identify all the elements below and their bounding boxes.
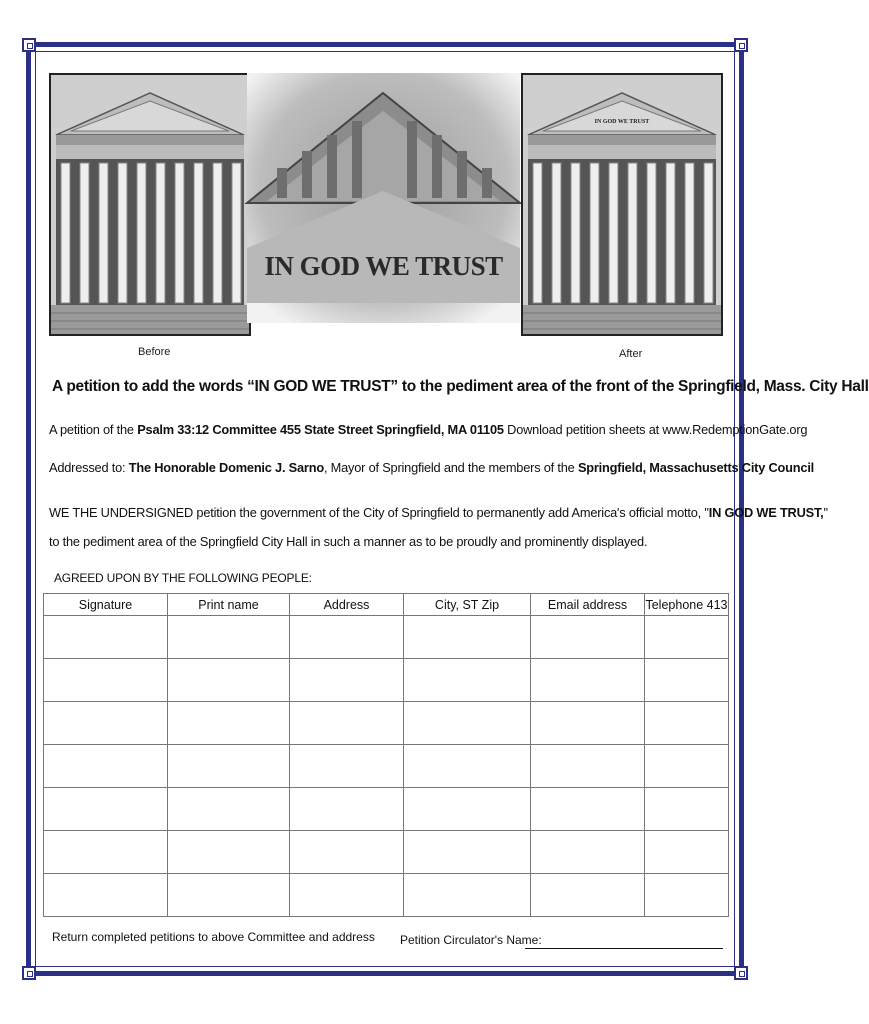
print-name-cell[interactable]: [168, 616, 290, 659]
table-row: [44, 745, 729, 788]
email-cell[interactable]: [531, 616, 645, 659]
telephone-cell[interactable]: [645, 745, 729, 788]
addressed-line: [49, 460, 814, 475]
table-row: [44, 616, 729, 659]
address-cell[interactable]: [290, 831, 404, 874]
city-cell[interactable]: [404, 874, 531, 917]
table-row: [44, 831, 729, 874]
print-name-cell[interactable]: [168, 702, 290, 745]
print-name-cell[interactable]: [168, 831, 290, 874]
addressed-middle: , Mayor of Springfield and the members of the: [323, 460, 578, 475]
circulator-name-line[interactable]: [525, 948, 723, 949]
signature-cell[interactable]: [44, 874, 168, 917]
corner-ornament: [22, 38, 36, 52]
banner-motto: IN GOD WE TRUST: [264, 251, 503, 281]
corner-ornament: [22, 966, 36, 980]
pediment-closeup-photo: [247, 73, 520, 323]
telephone-cell[interactable]: [645, 702, 729, 745]
city-cell[interactable]: [404, 616, 531, 659]
return-instructions: Return completed petitions to above Committee and address: [52, 930, 375, 944]
table-row: [44, 874, 729, 917]
column-header-address: Address: [290, 594, 404, 616]
column-header-telephone: Telephone 413: [645, 594, 729, 616]
email-cell[interactable]: [531, 659, 645, 702]
agreed-label: AGREED UPON BY THE FOLLOWING PEOPLE:: [54, 571, 312, 585]
city-cell[interactable]: [404, 702, 531, 745]
circulator-label: Petition Circulator's Name:: [400, 933, 542, 947]
table-header-row: [44, 594, 729, 616]
body-line1-suffix: ": [823, 505, 828, 520]
table-row: [44, 788, 729, 831]
address-cell[interactable]: [290, 659, 404, 702]
council-name: Springfield, Massachusetts City Council: [577, 460, 815, 475]
city-cell[interactable]: [404, 659, 531, 702]
signature-cell[interactable]: [44, 788, 168, 831]
telephone-cell[interactable]: [645, 616, 729, 659]
column-header-signature: Signature: [44, 594, 168, 616]
signature-cell[interactable]: [44, 702, 168, 745]
signature-cell[interactable]: [44, 659, 168, 702]
column-header-city: City, ST Zip: [404, 594, 531, 616]
city-cell[interactable]: [404, 745, 531, 788]
column-header-print-name: Print name: [168, 594, 290, 616]
print-name-cell[interactable]: [168, 659, 290, 702]
print-name-cell[interactable]: [168, 874, 290, 917]
table-row: [44, 702, 729, 745]
city-cell[interactable]: [404, 831, 531, 874]
email-cell[interactable]: [531, 831, 645, 874]
print-name-cell[interactable]: [168, 745, 290, 788]
motto-text: IN GOD WE TRUST,: [708, 505, 824, 520]
body-line-1: [49, 505, 828, 520]
body-line-2: to the pediment area of the Springfield City Hall in such a manner as to be proudly and prominently displayed.: [49, 534, 648, 549]
mayor-name: The Honorable Domenic J. Sarno: [128, 460, 324, 475]
body-line1-prefix: WE THE UNDERSIGNED petition the government of the City of Springfield to permanently add America's official motto, ": [49, 505, 709, 520]
after-pediment-motto: IN GOD WE TRUST: [594, 119, 650, 125]
address-cell[interactable]: [290, 874, 404, 917]
before-photo: [49, 73, 251, 336]
telephone-cell[interactable]: [645, 874, 729, 917]
signature-cell[interactable]: [44, 616, 168, 659]
before-caption: Before: [138, 346, 171, 358]
print-name-cell[interactable]: [168, 788, 290, 831]
telephone-cell[interactable]: [645, 831, 729, 874]
petition-of-line: [49, 422, 807, 437]
address-cell[interactable]: [290, 616, 404, 659]
telephone-cell[interactable]: [645, 659, 729, 702]
email-cell[interactable]: [531, 745, 645, 788]
email-cell[interactable]: [531, 788, 645, 831]
email-cell[interactable]: [531, 702, 645, 745]
after-photo: [521, 73, 723, 336]
signature-cell[interactable]: [44, 745, 168, 788]
addressed-prefix: Addressed to:: [49, 460, 129, 475]
petition-of-prefix: A petition of the: [49, 422, 138, 437]
column-header-email: Email address: [531, 594, 645, 616]
petition-title: A petition to add the words “IN GOD WE TRUST” to the pediment area of the front of the Springfield, Mass. City Hall: [52, 378, 869, 395]
signature-table: [43, 593, 729, 917]
address-cell[interactable]: [290, 788, 404, 831]
table-row: [44, 659, 729, 702]
signature-cell[interactable]: [44, 831, 168, 874]
download-note: Download petition sheets at www.RedemptionGate.org: [503, 422, 808, 437]
address-cell[interactable]: [290, 702, 404, 745]
after-caption: After: [619, 348, 643, 360]
telephone-cell[interactable]: [645, 788, 729, 831]
city-cell[interactable]: [404, 788, 531, 831]
committee-address: Psalm 33:12 Committee 455 State Street Springfield, MA 01105: [137, 422, 504, 437]
email-cell[interactable]: [531, 874, 645, 917]
address-cell[interactable]: [290, 745, 404, 788]
corner-ornament: [734, 38, 748, 52]
corner-ornament: [734, 966, 748, 980]
